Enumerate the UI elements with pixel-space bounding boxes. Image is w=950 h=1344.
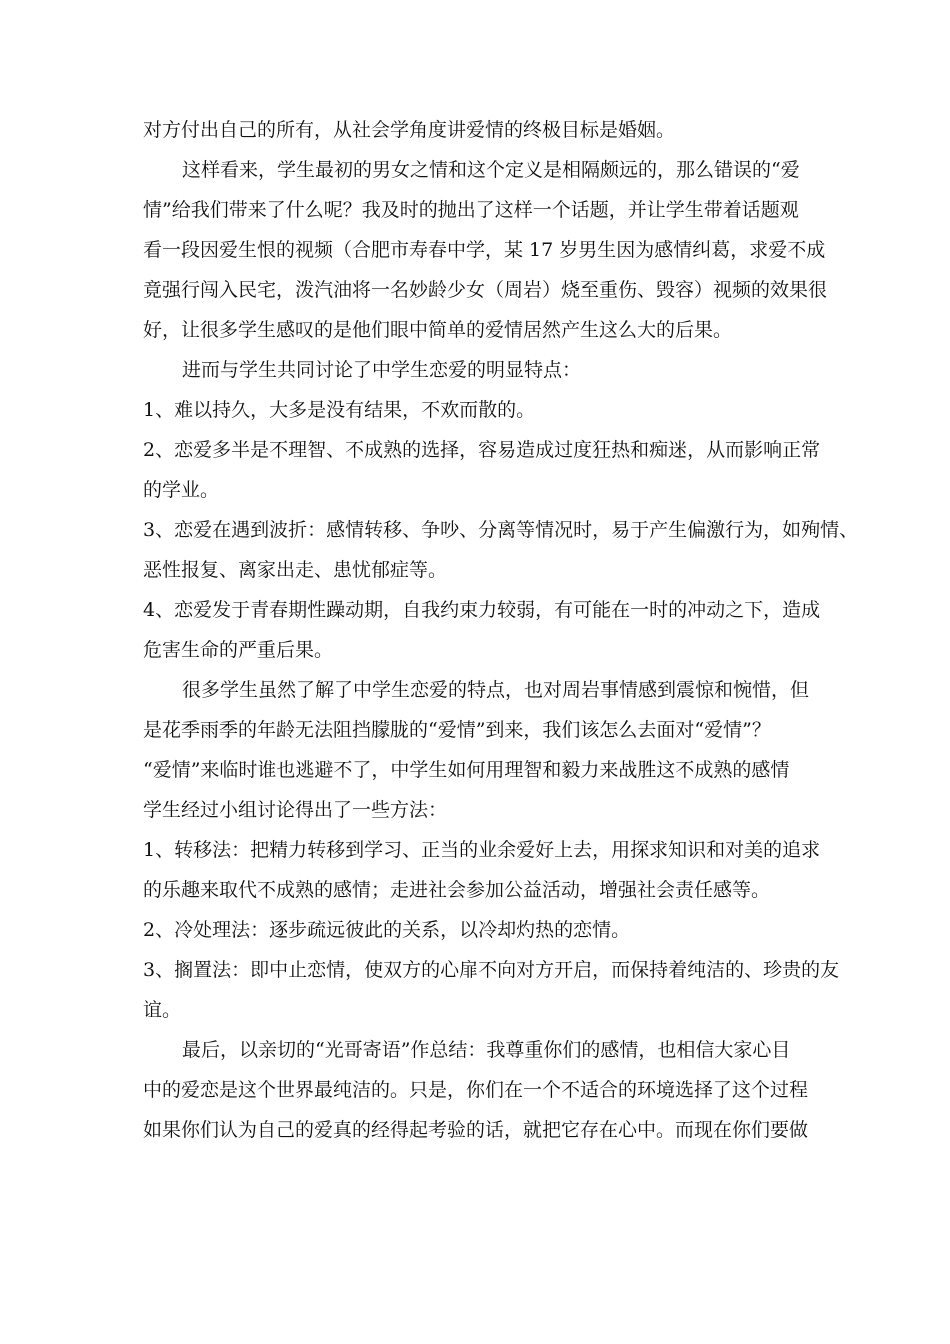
- text-line: 如果你们认为自己的爱真的经得起考验的话，就把它存在心中。而现在你们要做: [143, 1119, 809, 1141]
- text-line: “爱情”来临时谁也逃避不了，中学生如何用理智和毅力来战胜这不成熟的感情: [143, 759, 790, 781]
- list-item: 2、冷处理法：逐步疏远彼此的关系，以冷却灼热的恋情。: [143, 919, 631, 941]
- paragraph-first-line: 进而与学生共同讨论了中学生恋爱的明显特点：: [182, 359, 582, 381]
- list-item: 1、转移法：把精力转移到学习、正当的业余爱好上去，用探求知识和对美的追求: [143, 839, 821, 861]
- list-item: 1、难以持久，大多是没有结果，不欢而散的。: [143, 399, 536, 421]
- document-body: [143, 110, 859, 1150]
- text-line: 情”给我们带来了什么呢？我及时的抛出了这样一个话题，并让学生带着话题观: [143, 199, 799, 221]
- list-item: 3、搁置法：即中止恋情，使双方的心扉不向对方开启，而保持着纯洁的、珍贵的友: [143, 959, 840, 981]
- text-line: 竟强行闯入民宅，泼汽油将一名妙龄少女（周岩）烧至重伤、毁容）视频的效果很: [143, 279, 828, 301]
- list-item: 3、恋爱在遇到波折：感情转移、争吵、分离等情况时，易于产生偏激行为，如殉情、: [143, 519, 859, 541]
- text-line: 学生经过小组讨论得出了一些方法：: [143, 799, 448, 821]
- text-line: 谊。: [143, 999, 182, 1021]
- list-item: 2、恋爱多半是不理智、不成熟的选择，容易造成过度狂热和痴迷，从而影响正常: [143, 439, 821, 461]
- text-line: 恶性报复、离家出走、患忧郁症等。: [143, 559, 448, 581]
- text-line: 的学业。: [143, 479, 220, 501]
- text-line: 中的爱恋是这个世界最纯洁的。只是，你们在一个不适合的环境选择了这个过程: [143, 1079, 809, 1101]
- text-line: 的乐趣来取代不成熟的感情；走进社会参加公益活动，增强社会责任感等。: [143, 879, 771, 901]
- text-line: 对方付出自己的所有，从社会学角度讲爱情的终极目标是婚姻。: [143, 119, 676, 141]
- paragraph-first-line: 最后，以亲切的“光哥寄语”作总结：我尊重你们的感情，也相信大家心目: [182, 1039, 791, 1061]
- text-line: 是花季雨季的年龄无法阻挡朦胧的“爱情”到来，我们该怎么去面对“爱情”？: [143, 719, 771, 741]
- text-line: 好，让很多学生感叹的是他们眼中简单的爱情居然产生这么大的后果。: [143, 319, 733, 341]
- list-item: 4、恋爱发于青春期性躁动期，自我约束力较弱，有可能在一时的冲动之下，造成: [143, 599, 821, 621]
- paragraph-first-line: 很多学生虽然了解了中学生恋爱的特点，也对周岩事情感到震惊和惋惜，但: [182, 679, 810, 701]
- text-line: 看一段因爱生恨的视频（合肥市寿春中学，某 17 岁男生因为感情纠葛，求爱不成: [143, 239, 826, 261]
- paragraph-first-line: 这样看来，学生最初的男女之情和这个定义是相隔颇远的，那么错误的“爱: [182, 159, 800, 181]
- text-line: 危害生命的严重后果。: [143, 639, 334, 661]
